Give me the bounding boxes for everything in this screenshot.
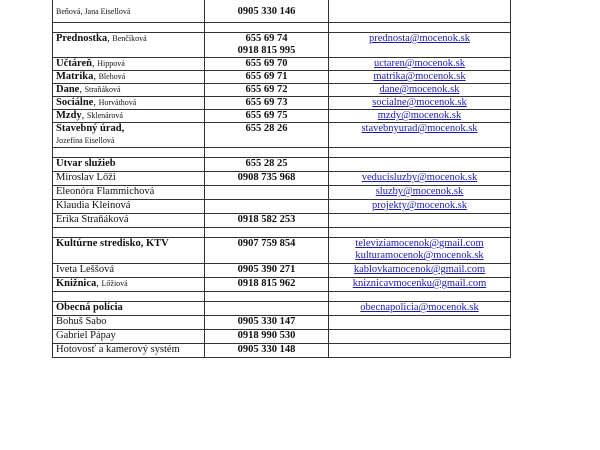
section-title: Útvar služieb: [56, 158, 116, 169]
email-link[interactable]: matrika@mocenok.sk: [373, 71, 466, 82]
person-name: Miroslav Lőži: [56, 172, 116, 183]
person-name: Bohuš Sabo: [56, 316, 107, 327]
section-title: Stavebný úrad: [56, 123, 122, 134]
person-name: Beňová, Jana Eisellová: [56, 7, 131, 16]
phone-number: 655 69 73: [245, 97, 288, 108]
person-name: Iveta Leššová: [56, 264, 115, 275]
table-row: [53, 200, 511, 214]
table-row: Prednostka, Benčíková 655 69 74 0918 815 995 prednosta@mocenok.sk: [53, 33, 511, 58]
email-link[interactable]: kniznicavmocenku@gmail.com: [352, 278, 487, 289]
table-row: [53, 292, 511, 302]
section-title: Mzdy: [56, 110, 82, 121]
email-link[interactable]: kablovkamocenok@gmail.com: [353, 264, 486, 275]
person-name: Blehová: [98, 72, 126, 81]
section-title: Obecná polícia: [56, 302, 123, 313]
table-row: [53, 23, 511, 33]
phone-number: 655 69 70: [245, 58, 288, 69]
email-link[interactable]: televiziamocenok@gmail.com: [355, 238, 484, 249]
table-row: Mzdy, Sklenárová 655 69 75 mzdy@mocenok.sk: [53, 110, 511, 123]
email-link[interactable]: uctaren@mocenok.sk: [373, 58, 465, 69]
section-title: Matrika: [56, 71, 94, 82]
table-row: [53, 238, 511, 264]
section-title: Kultúrne stredisko, KTV: [56, 238, 169, 249]
phone-number: 0908 735 968: [237, 172, 296, 183]
email-link[interactable]: veducisluzby@mocenok.sk: [361, 172, 478, 183]
table-row: [53, 330, 511, 344]
email-link[interactable]: sluzby@mocenok.sk: [375, 186, 464, 197]
table-row: [53, 228, 511, 238]
table-row: Sociálne, Horváthová 655 69 73 socialne@mocenok.sk: [53, 97, 511, 110]
table-row: Účtáreň, Hippová 655 69 70 uctaren@mocenok.sk: [53, 58, 511, 71]
email-link[interactable]: prednosta@mocenok.sk: [369, 33, 470, 44]
phone-number: 0905 330 148: [237, 344, 296, 355]
person-name: Horváthová: [98, 98, 137, 107]
phone-number: 655 69 74: [245, 33, 288, 44]
phone-number: 0918 815 962: [237, 278, 296, 289]
phone-number: 0918 815 995: [237, 45, 296, 56]
email-link[interactable]: kulturamocenok@mocenok.sk: [355, 250, 484, 261]
person-name: Benčíková: [112, 34, 147, 43]
table-row: Dane, Straňáková 655 69 72 dane@mocenok.sk: [53, 84, 511, 97]
person-name: Hotovosť a kamerový systém: [56, 344, 180, 355]
table-row: [53, 158, 511, 172]
table-row: Stavebný úrad, Jozefína Eisellová 655 28 26 stavebnyurad@mocenok.sk: [53, 123, 511, 148]
phone-number: 655 28 26: [245, 123, 288, 134]
table-row: [53, 264, 511, 278]
person-name: Jozefína Eisellová: [56, 136, 115, 145]
table-row: [53, 302, 511, 316]
section-title: Dane: [56, 84, 80, 95]
table-row: [53, 316, 511, 330]
email-link[interactable]: stavebnyurad@mocenok.sk: [361, 123, 478, 134]
contacts-table: [52, 0, 511, 358]
phone-number: 0905 390 271: [237, 264, 296, 275]
section-title: Knižnica: [56, 278, 97, 289]
person-name: Gabriel Pápay: [56, 330, 116, 341]
phone-number: 0905 330 146: [237, 6, 296, 17]
person-name: Klaudia Kleinová: [56, 200, 131, 211]
table-row: Knižnica, Lőžiová 0918 815 962 kniznicavmocenku@gmail.com: [53, 278, 511, 292]
section-title: Účtáreň: [56, 58, 92, 69]
email-link[interactable]: projekty@mocenok.sk: [371, 200, 468, 211]
table-row: [53, 172, 511, 186]
table-row: [53, 148, 511, 158]
email-link[interactable]: obecnapolicia@mocenok.sk: [360, 302, 479, 313]
phone-number: 0918 990 530: [237, 330, 296, 341]
person-name: Straňáková: [84, 85, 121, 94]
section-title: Sociálne: [56, 97, 94, 108]
table-row: Matrika, Blehová 655 69 71 matrika@mocenok.sk: [53, 71, 511, 84]
person-name: Sklenárová: [86, 111, 123, 120]
table-row: [53, 214, 511, 228]
person-name: Erika Straňáková: [56, 214, 129, 225]
phone-number: 655 69 72: [245, 84, 288, 95]
person-name: Eleonóra Flammichová: [56, 186, 155, 197]
phone-number: 655 69 71: [245, 71, 288, 82]
table-row: [53, 344, 511, 358]
phone-number: 0905 330 147: [237, 316, 296, 327]
email-link[interactable]: socialne@mocenok.sk: [372, 97, 467, 108]
person-name: Lőžiová: [101, 279, 128, 288]
email-link[interactable]: mzdy@mocenok.sk: [377, 110, 462, 121]
phone-number: 0907 759 854: [237, 238, 296, 249]
person-name: Hippová: [97, 59, 125, 68]
table-row: [53, 0, 511, 23]
email-link[interactable]: dane@mocenok.sk: [379, 84, 460, 95]
table-row: [53, 186, 511, 200]
section-title: Prednostka: [56, 33, 108, 44]
phone-number: 655 69 75: [245, 110, 288, 121]
phone-number: 0918 582 253: [237, 214, 296, 225]
phone-number: 655 28 25: [245, 158, 288, 169]
